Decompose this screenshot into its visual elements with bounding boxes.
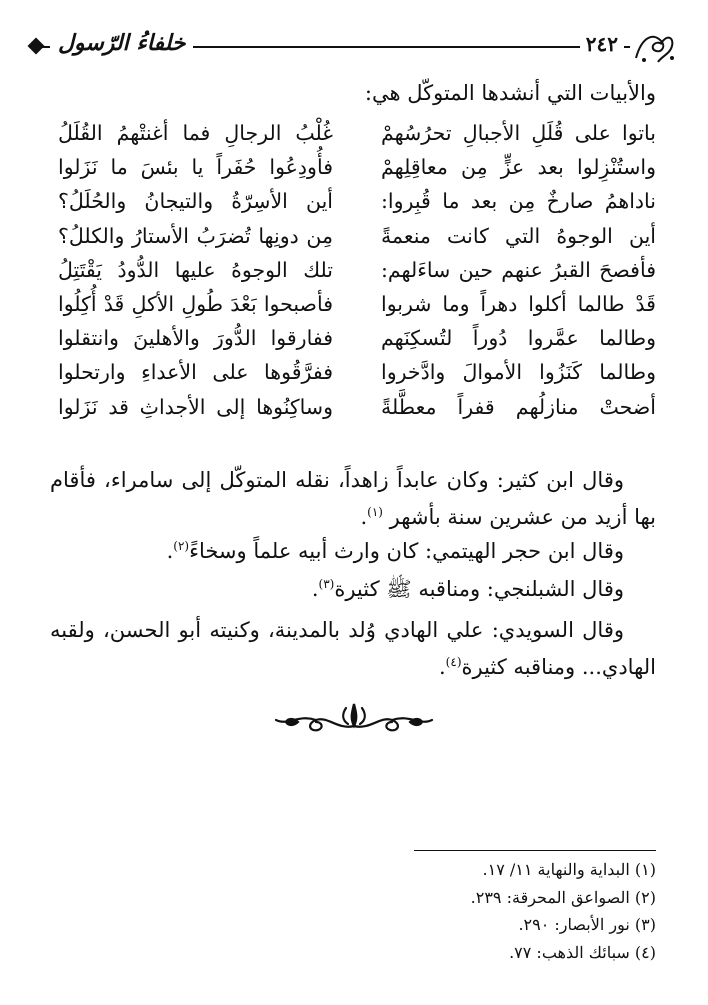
footnote-3: (٣) نور الأبصار: ٢٩٠.	[518, 915, 656, 934]
first-hemistich: وطالما كَنَزُوا الأموالَ وادَّخروا	[381, 360, 656, 385]
paragraph-text: وقال الشبلنجي: ومناقبه ﷺ كثيرة	[334, 577, 624, 601]
first-hemistich: أين الوجوهُ التي كانت منعمةً	[381, 223, 656, 248]
footnote-1: (١) البداية والنهاية ١١/ ١٧.	[482, 860, 656, 879]
second-hemistich: ففارقوا الدُّورَ والأهلينَ وانتقلوا	[58, 326, 333, 351]
page-number: ٢٤٢	[580, 32, 624, 56]
poem-verse	[58, 287, 656, 321]
footnote-separator	[414, 850, 656, 851]
first-hemistich: فأفصحَ القبرُ عنهم حين ساءَلهم:	[381, 257, 656, 282]
footnotes	[471, 856, 656, 966]
paragraph-end: .	[311, 577, 319, 601]
second-hemistich: ففرَّقُوها على الأعداءِ وارتحلوا	[58, 360, 333, 385]
poem-verse	[58, 321, 656, 355]
first-hemistich: قَدْ طالما أكلوا دهراً وما شربوا	[381, 292, 656, 317]
poem-verse	[58, 116, 656, 150]
footnote-ref: (٢)	[173, 539, 190, 553]
poem-intro: والأبيات التي أنشدها المتوكّل هي:	[364, 81, 656, 105]
first-hemistich: أضحتْ منازلُهم قفراً معطَّلةً	[381, 394, 656, 419]
header-ornament-icon	[632, 28, 678, 66]
poem	[58, 116, 656, 424]
shablanji-paragraph	[50, 568, 656, 605]
divider-ornament-icon	[268, 696, 440, 736]
book-title: خلفاءُ الرّسول	[50, 30, 193, 56]
paragraph-end: .	[166, 539, 174, 563]
suwaidi-paragraph	[50, 614, 656, 683]
first-hemistich: ناداهمُ صارخٌ مِن بعد ما قُبِروا:	[381, 189, 656, 214]
paragraph-text: وقال ابن حجر الهيتمي: كان وارث أبيه علماً وسخاءً	[189, 539, 624, 563]
footnote-ref: (٣)	[318, 577, 335, 591]
paragraph-end: .	[360, 505, 368, 529]
second-hemistich: فأصبحوا بَعْدَ طُولِ الأكلِ قَدْ أُكِلُوا	[58, 292, 333, 317]
second-hemistich: فأُودِعُوا حُفَراً يا بئسَ ما نَزَلوا	[58, 155, 333, 180]
footnote-ref: (٤)	[445, 655, 462, 669]
poem-verse	[58, 219, 656, 253]
second-hemistich: أين الأسِرّةُ والتيجانُ والحُلَلُ؟	[58, 189, 333, 214]
second-hemistich: تلك الوجوهُ عليها الدُّودُ يَقْتَتِلُ	[58, 257, 333, 282]
paragraph-text: وقال ابن كثير: وكان عابداً زاهداً، نقله المتوكّل إلى سامراء، فأقام بها أزيد من عشرين سنة بأشهر	[50, 468, 656, 529]
ibn-hajar-paragraph	[50, 530, 656, 567]
second-hemistich: مِن دونِها تُضرَبُ الأستارُ والكللُ؟	[58, 223, 333, 248]
first-hemistich: باتوا على قُلَلِ الأجبالِ تحرُسُهمْ	[381, 121, 656, 146]
footnote-ref: (١)	[367, 505, 383, 519]
footnote-2: (٢) الصواعق المحرقة: ٢٣٩.	[470, 887, 656, 907]
second-hemistich: غُلْبُ الرجالِ فما أغنتْهمُ القُلَلُ	[58, 121, 333, 146]
poem-verse	[58, 150, 656, 184]
second-hemistich: وساكِنُوها إلى الأجداثِ قد نَزَلوا	[58, 394, 333, 419]
paragraph-text: وقال السويدي: علي الهادي وُلد بالمدينة، وكنيته أبو الحسن، ولقبه الهادي... ومناقبه كثيرة	[50, 618, 656, 679]
footnote-4: (٤) سبائك الذهب: ٧٧.	[509, 942, 656, 962]
poem-verse	[58, 390, 656, 424]
page-header	[28, 28, 682, 68]
paragraph-end: .	[438, 655, 446, 679]
diamond-ornament-icon	[28, 38, 45, 55]
poem-verse	[58, 184, 656, 218]
poem-verse	[58, 253, 656, 287]
first-hemistich: واستُنْزِلوا بعد عزٍّ مِن معاقِلِهمْ	[381, 155, 656, 180]
ibn-kathir-paragraph	[50, 464, 656, 533]
first-hemistich: وطالما عمَّروا دُوراً لتُسكِنَهم	[381, 326, 656, 351]
poem-verse	[58, 355, 656, 389]
